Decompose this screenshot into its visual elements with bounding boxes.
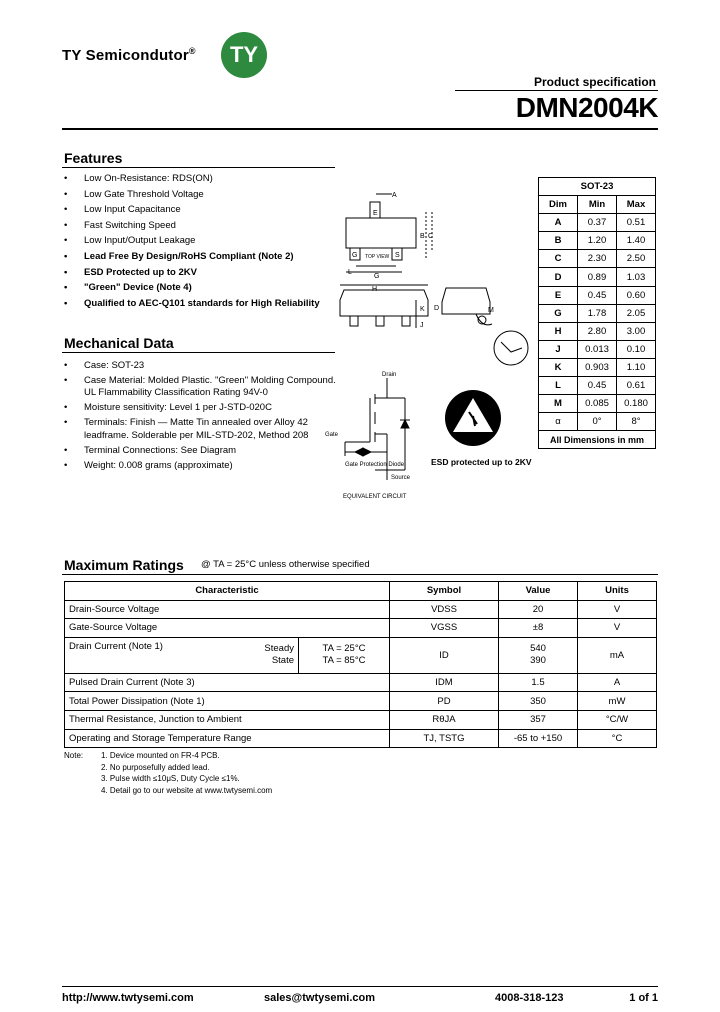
table-row (65, 692, 657, 711)
footer-website-link[interactable]: http://www.twtysemi.com (62, 992, 194, 1004)
dim-label-e: E (373, 210, 378, 217)
mr-cell: Thermal Resistance, Junction to Ambient (65, 710, 390, 729)
dim-cell: 0.180 (617, 395, 656, 413)
list-item: • Moisture sensitivity: Level 1 per J-STD-020C (64, 402, 339, 414)
dim-cell: 0.51 (617, 214, 656, 232)
table-row (539, 340, 656, 358)
dim-cell: G (539, 304, 578, 322)
dim-cell: 2.80 (578, 322, 617, 340)
esd-caption: ESD protected up to 2KV (431, 457, 532, 467)
mr-cell: Operating and Storage Temperature Range (65, 729, 390, 748)
features-list (64, 171, 320, 311)
table-row (539, 250, 656, 268)
value-25c: 540 (530, 643, 546, 655)
mr-cell: PD (390, 692, 499, 711)
dim-cell: 2.50 (617, 250, 656, 268)
list-item: • Low On-Resistance: RDS(ON) (64, 171, 320, 187)
pin-label-g: G (352, 252, 358, 259)
dim-label-c: C (428, 233, 434, 240)
note-item: 1. Device mounted on FR-4 PCB. (101, 751, 220, 760)
table-row (539, 286, 656, 304)
notes-label: Note: (64, 751, 84, 760)
registered-mark: ® (188, 46, 196, 56)
header-divider (455, 90, 658, 91)
dim-cell: 8° (617, 413, 656, 431)
dim-cell: 0.10 (617, 340, 656, 358)
dim-cell: 0.903 (578, 358, 617, 376)
dim-header: Max (617, 196, 656, 214)
list-item: • Low Input Capacitance (64, 202, 320, 218)
equivalent-circuit (325, 368, 425, 503)
table-row (65, 673, 657, 692)
list-item: • Fast Switching Speed (64, 218, 320, 234)
note-item: 2. No purposefully added lead. (101, 762, 210, 772)
mr-cell: mA (578, 637, 657, 673)
mr-header: Characteristic (65, 582, 390, 601)
dim-cell: J (539, 340, 578, 358)
dim-cell: 0.37 (578, 214, 617, 232)
mr-cell: ±8 (499, 619, 578, 638)
table-row (539, 268, 656, 286)
company-name (62, 46, 196, 64)
dim-cell: L (539, 377, 578, 395)
footer-email-link[interactable]: sales@twtysemi.com (264, 992, 375, 1004)
mr-cell: 350 (499, 692, 578, 711)
mr-cell: VDSS (390, 600, 499, 619)
max-ratings-condition: @ TA = 25°C unless otherwise specified (201, 559, 370, 570)
table-row (539, 377, 656, 395)
mr-cell: Total Power Dissipation (Note 1) (65, 692, 390, 711)
dim-cell: C (539, 250, 578, 268)
table-row (539, 214, 656, 232)
package-drawing (336, 188, 536, 368)
footer-rule (62, 986, 658, 987)
cond-25c: TA = 25°C (322, 643, 366, 655)
mr-cell: Pulsed Drain Current (Note 3) (65, 673, 390, 692)
list-item: • Lead Free By Design/RoHS Compliant (Note 2) (64, 249, 320, 265)
dim-cell: M (539, 395, 578, 413)
header-rule (62, 128, 658, 130)
dim-cell: α (539, 413, 578, 431)
table-row (65, 637, 657, 673)
footer-phone: 4008-318-123 (495, 992, 564, 1004)
dim-cell: 0.60 (617, 286, 656, 304)
dim-table-footer: All Dimensions in mm (539, 431, 656, 449)
company-logo: TY (221, 32, 267, 78)
mr-cell: °C/W (578, 710, 657, 729)
mr-cell: VGSS (390, 619, 499, 638)
esd-symbol (443, 388, 503, 448)
steady-label: Steady (264, 643, 294, 655)
mr-cell: RθJA (390, 710, 499, 729)
mr-cell: -65 to +150 (499, 729, 578, 748)
mechanical-list (64, 360, 339, 475)
circuit-caption: EQUIVALENT CIRCUIT (343, 494, 407, 500)
dim-cell: A (539, 214, 578, 232)
list-item: • Case: SOT-23 (64, 360, 339, 372)
mr-cell (299, 637, 390, 673)
mr-cell: Gate-Source Voltage (65, 619, 390, 638)
dim-cell: E (539, 286, 578, 304)
circuit-gate-label: Gate (325, 432, 339, 438)
dim-cell: 1.78 (578, 304, 617, 322)
dim-cell: 0.013 (578, 340, 617, 358)
table-row (65, 729, 657, 748)
table-row (65, 710, 657, 729)
dim-label-k: K (420, 306, 425, 313)
product-spec-label: Product specification (533, 75, 656, 89)
footer-page-number: 1 of 1 (629, 992, 658, 1004)
dim-cell: H (539, 322, 578, 340)
dim-cell: 0.45 (578, 377, 617, 395)
dim-label-j: J (420, 322, 424, 329)
list-item: • "Green" Device (Note 4) (64, 280, 320, 296)
dim-cell: 1.03 (617, 268, 656, 286)
dim-cell: K (539, 358, 578, 376)
dim-header: Min (578, 196, 617, 214)
dimension-table (538, 177, 656, 449)
mr-cell: mW (578, 692, 657, 711)
table-row (65, 600, 657, 619)
list-item: • Low Input/Output Leakage (64, 233, 320, 249)
max-ratings-title: Maximum Ratings (64, 557, 184, 573)
dim-cell: 0.61 (617, 377, 656, 395)
dim-label-d: D (434, 305, 440, 312)
table-row (539, 322, 656, 340)
table-row (539, 232, 656, 250)
mr-header: Units (578, 582, 657, 601)
list-item: • Terminals: Finish — Matte Tin annealed over Alloy 42 leadframe. Solderable per MIL-STD-202, Method 208 (64, 417, 339, 442)
mr-cell: IDM (390, 673, 499, 692)
pin-label-s: S (395, 252, 400, 259)
mr-cell: A (578, 673, 657, 692)
mechanical-title: Mechanical Data (64, 335, 174, 351)
dim-table-title: SOT-23 (539, 178, 656, 196)
table-row (539, 413, 656, 431)
features-title: Features (64, 150, 123, 166)
dim-cell: 0° (578, 413, 617, 431)
part-number: DMN2004K (515, 92, 658, 123)
value-85c: 390 (530, 655, 546, 667)
cond-85c: TA = 85°C (322, 655, 366, 667)
mr-header: Symbol (390, 582, 499, 601)
list-item: • Case Material: Molded Plastic. "Green" Molding Compound. UL Flammability Classification Rating 94V-0 (64, 375, 339, 400)
dim-label-m: M (488, 307, 494, 314)
mr-cell: TJ, TSTG (390, 729, 499, 748)
dim-cell: D (539, 268, 578, 286)
dim-label-l: L (348, 269, 352, 276)
note-item: 4. Detail go to our website at www.twtysemi.com (101, 785, 273, 795)
mr-cell: °C (578, 729, 657, 748)
mr-cell: V (578, 600, 657, 619)
mr-cell (243, 637, 299, 673)
dim-label-h: H (372, 286, 378, 293)
list-item: • Terminal Connections: See Diagram (64, 445, 339, 457)
dim-cell: 0.085 (578, 395, 617, 413)
circuit-gate-protection-label: Gate Protection Diode (345, 462, 405, 468)
dim-cell: 0.45 (578, 286, 617, 304)
table-row (65, 619, 657, 638)
dim-header: Dim (539, 196, 578, 214)
mr-cell: 357 (499, 710, 578, 729)
list-item: • Weight: 0.008 grams (approximate) (64, 460, 339, 472)
circuit-source-label: Source (391, 475, 411, 481)
dim-cell: 2.30 (578, 250, 617, 268)
dim-cell: 3.00 (617, 322, 656, 340)
mr-cell: Drain-Source Voltage (65, 600, 390, 619)
company-name-text: TY Semicondutor (62, 47, 189, 64)
dim-cell: 2.05 (617, 304, 656, 322)
mr-header: Value (499, 582, 578, 601)
dim-cell: 0.89 (578, 268, 617, 286)
max-ratings-table (64, 581, 657, 748)
mechanical-rule (62, 352, 335, 353)
dim-cell: 1.10 (617, 358, 656, 376)
dim-label-b: B (420, 233, 425, 240)
dim-cell: 1.20 (578, 232, 617, 250)
circuit-drain-label: Drain (382, 372, 397, 378)
list-item: • Low Gate Threshold Voltage (64, 187, 320, 203)
mr-cell (499, 637, 578, 673)
dim-label-a: A (392, 192, 397, 199)
note-item: 3. Pulse width ≤10μS, Duty Cycle ≤1%. (101, 774, 240, 784)
dim-label-g: G (374, 273, 380, 280)
state-label: State (271, 655, 294, 667)
table-row (539, 358, 656, 376)
list-item: • Qualified to AEC-Q101 standards for High Reliability (64, 296, 320, 312)
top-view-label: TOP VIEW (365, 254, 390, 260)
features-rule (62, 167, 335, 168)
mr-cell: ID (390, 637, 499, 673)
mr-cell: 1.5 (499, 673, 578, 692)
table-row (539, 304, 656, 322)
list-item: • ESD Protected up to 2KV (64, 265, 320, 281)
max-ratings-rule (62, 574, 658, 575)
notes (64, 750, 364, 800)
dim-cell: 1.40 (617, 232, 656, 250)
dim-cell: B (539, 232, 578, 250)
mr-cell: Drain Current (Note 1) (65, 637, 244, 673)
mr-cell: V (578, 619, 657, 638)
mr-cell: 20 (499, 600, 578, 619)
table-row (539, 395, 656, 413)
